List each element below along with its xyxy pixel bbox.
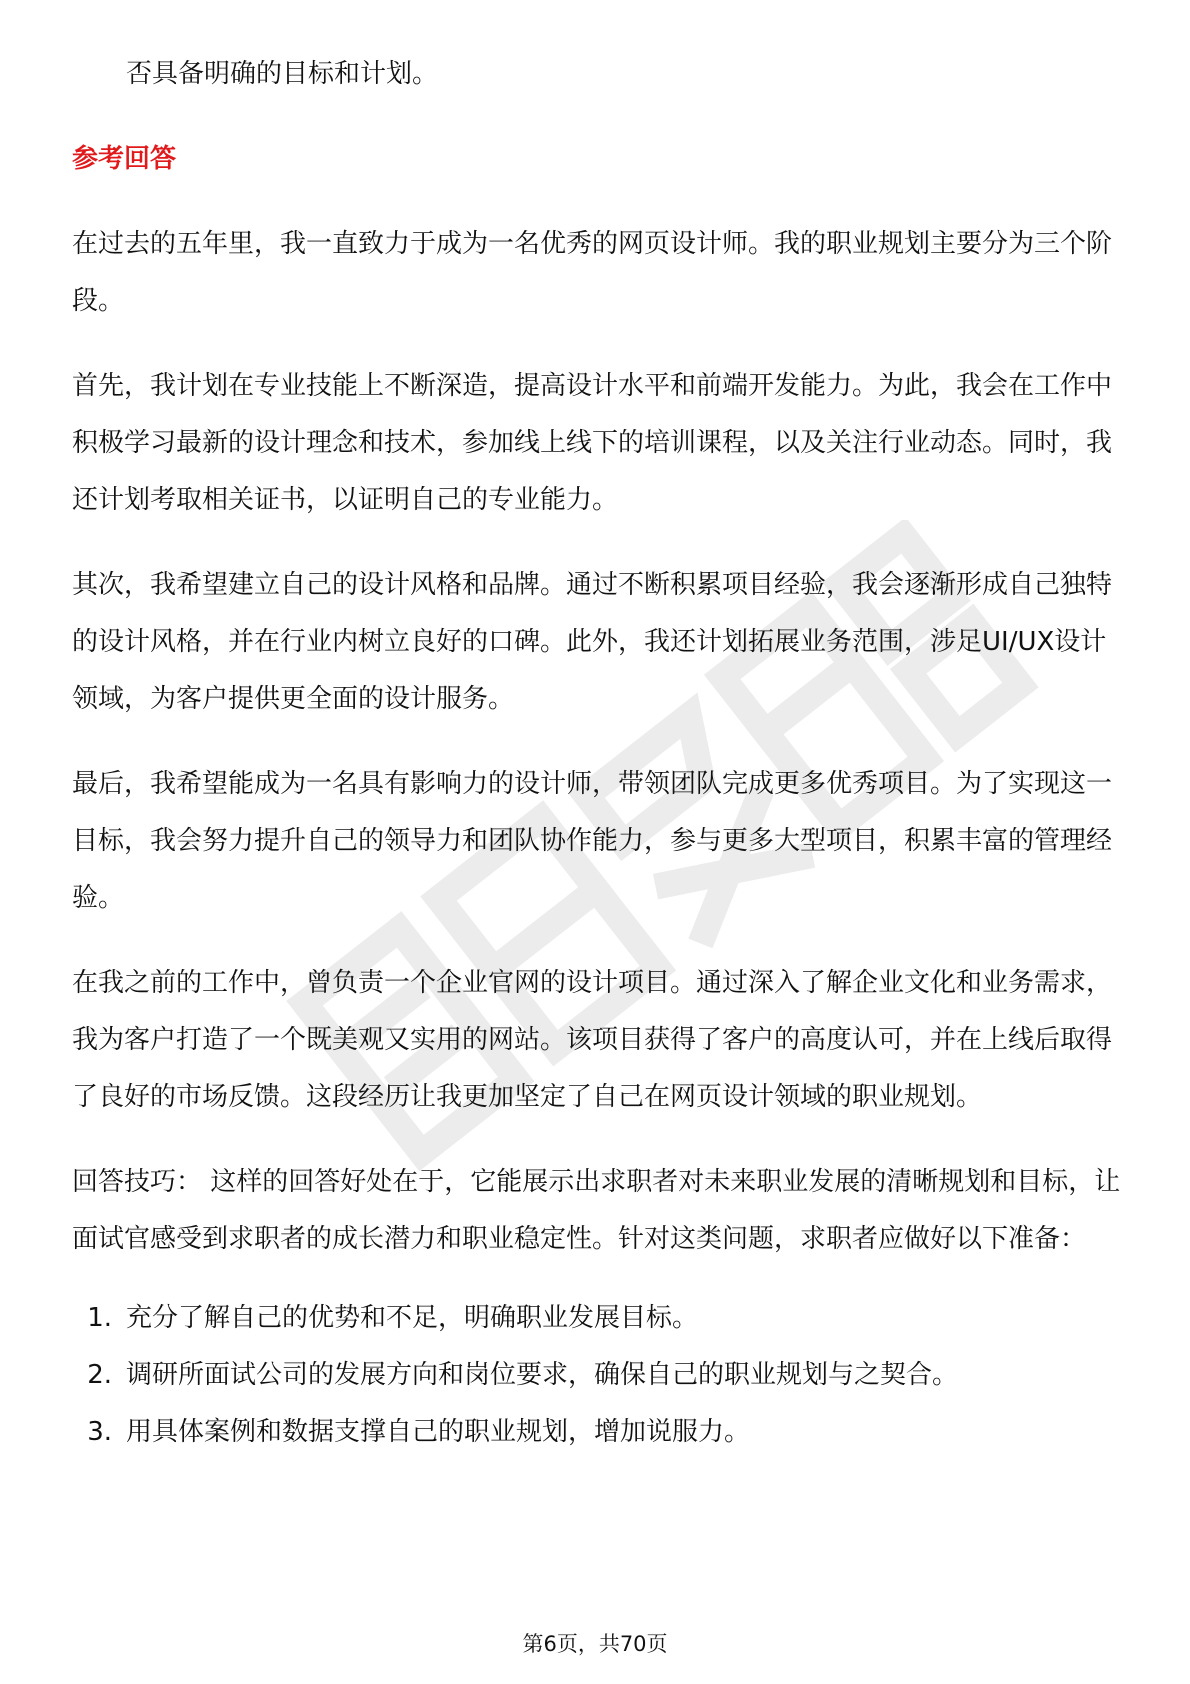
list-item xyxy=(72,1290,1122,1347)
list-item xyxy=(72,1404,1122,1461)
section-heading: 参考回答 xyxy=(72,144,177,174)
answer-paragraph-3: 其次，我希望建立自己的设计风格和品牌。通过不断积累项目经验，我会逐渐形成自己独特的设计风格，并在行业内树立良好的口碑。此外，我还计划拓展业务范围，涉足UI/UX设计领域，为客户提供更全面的设计服务。 xyxy=(72,570,1113,714)
answer-paragraph-2: 首先，我计划在专业技能上不断深造，提高设计水平和前端开发能力。为此，我会在工作中积极学习最新的设计理念和技术，参加线上线下的培训课程，以及关注行业动态。同时，我还计划考取相关证书，以证明自己的专业能力。 xyxy=(72,371,1113,515)
list-item-number: 1. xyxy=(87,1303,112,1333)
tips-paragraph: 回答技巧： 这样的回答好处在于，它能展示出求职者对未来职业发展的清晰规划和目标，让面试官感受到求职者的成长潜力和职业稳定性。针对这类问题，求职者应做好以下准备： xyxy=(72,1167,1121,1254)
list-item xyxy=(72,1347,1122,1404)
tips-list xyxy=(72,1290,1122,1461)
page-number: 第6页，共70页 xyxy=(522,1632,668,1656)
list-item-number: 3. xyxy=(87,1417,112,1447)
document-body xyxy=(72,46,1122,1461)
continuation-line: 否具备明确的目标和计划。 xyxy=(126,59,439,89)
answer-paragraph-5: 在我之前的工作中，曾负责一个企业官网的设计项目。通过深入了解企业文化和业务需求，我为客户打造了一个既美观又实用的网站。该项目获得了客户的高度认可，并在上线后取得了良好的市场反馈。这段经历让我更加坚定了自己在网页设计领域的职业规划。 xyxy=(72,968,1113,1112)
answer-paragraph-4: 最后，我希望能成为一名具有影响力的设计师，带领团队完成更多优秀项目。为了实现这一目标，我会努力提升自己的领导力和团队协作能力，参与更多大型项目，积累丰富的管理经验。 xyxy=(72,769,1113,913)
list-item-text: 充分了解自己的优势和不足，明确职业发展目标。 xyxy=(126,1303,699,1333)
list-item-text: 调研所面试公司的发展方向和岗位要求，确保自己的职业规划与之契合。 xyxy=(126,1360,959,1390)
list-item-text: 用具体案例和数据支撑自己的职业规划，增加说服力。 xyxy=(126,1417,751,1447)
list-item-number: 2. xyxy=(87,1360,112,1390)
answer-paragraph-1: 在过去的五年里，我一直致力于成为一名优秀的网页设计师。我的职业规划主要分为三个阶段。 xyxy=(72,229,1113,316)
